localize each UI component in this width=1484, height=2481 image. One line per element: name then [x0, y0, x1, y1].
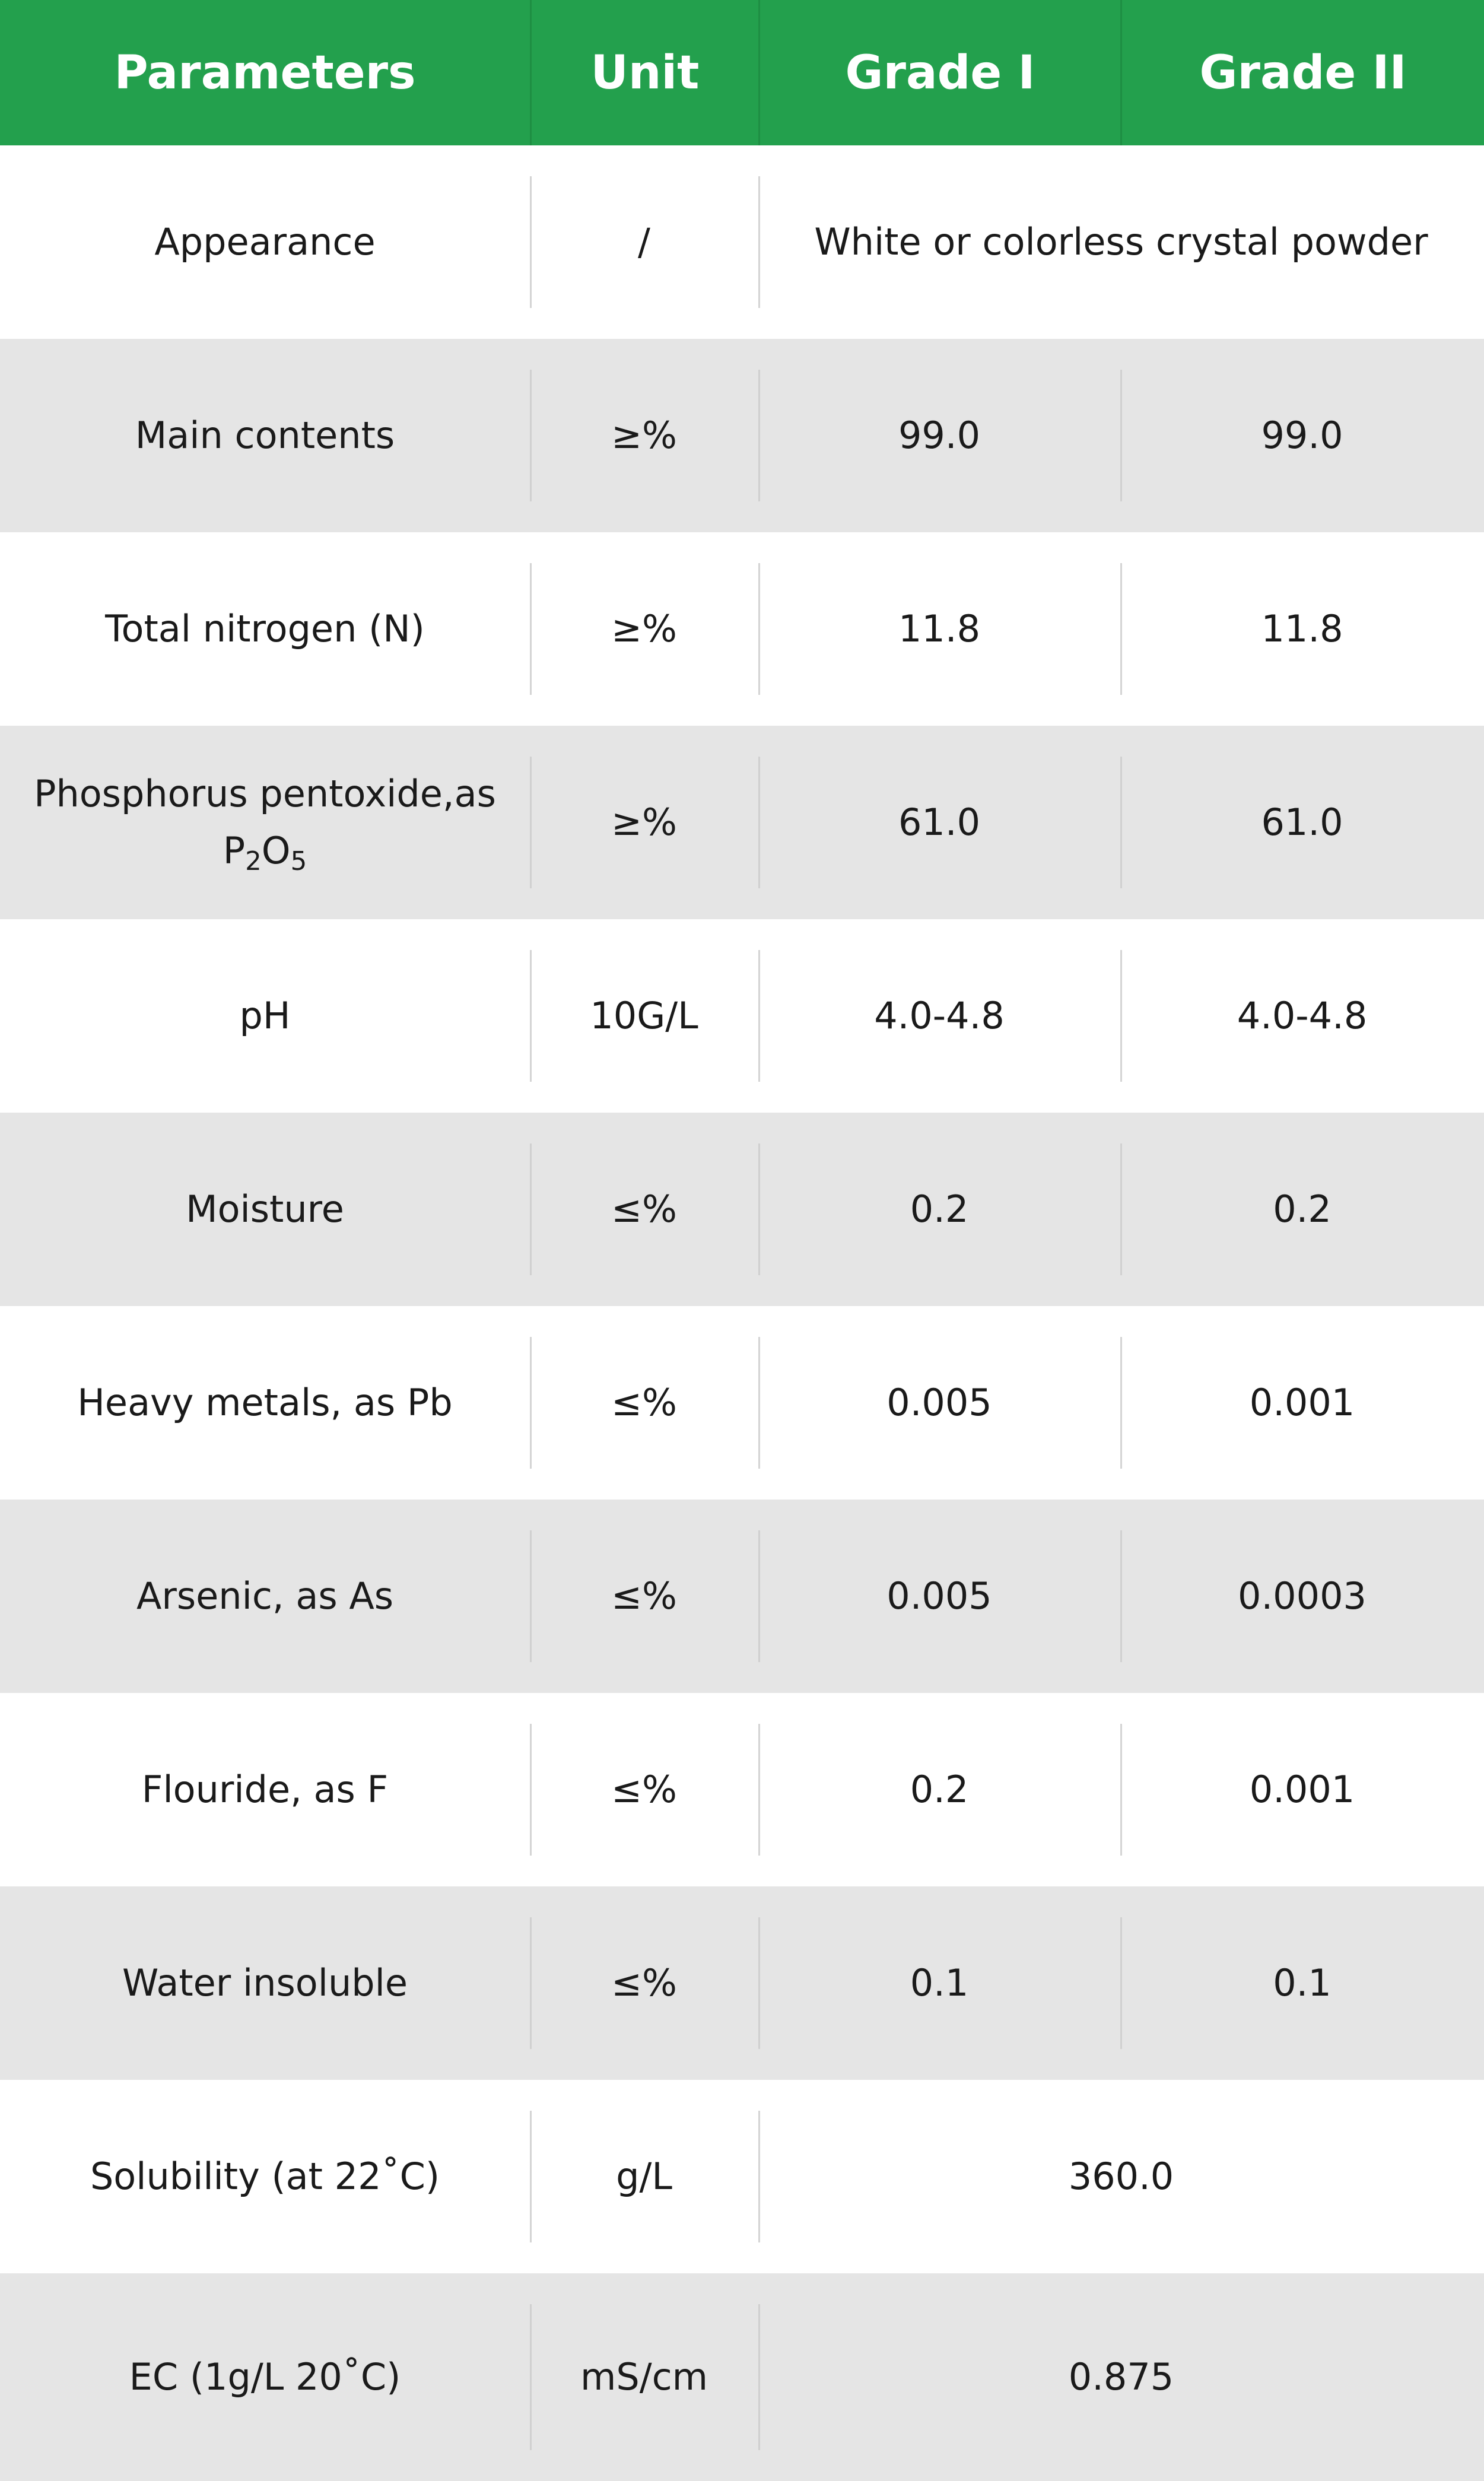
header-grade-2: Grade II: [1120, 0, 1484, 145]
unit-cell: ≤%: [530, 1113, 758, 1306]
table-row: [0, 1306, 1484, 1500]
merged-grade-cell: 360.0: [758, 2080, 1484, 2273]
table-row: [0, 1886, 1484, 2080]
grade-1-cell: 0.2: [758, 1113, 1120, 1306]
table-row: [0, 919, 1484, 1113]
parameter-cell: [0, 339, 530, 532]
merged-grade-cell: 0.875: [758, 2273, 1484, 2481]
unit-cell: mS/cm: [530, 2273, 758, 2481]
parameter-label: Flouride, as F: [141, 1767, 389, 1811]
grade-2-cell: 61.0: [1120, 726, 1484, 919]
parameter-label: Arsenic, as As: [136, 1574, 394, 1618]
parameter-cell: [0, 145, 530, 339]
grade-2-cell: 0.001: [1120, 1306, 1484, 1500]
parameter-label: pH: [239, 993, 291, 1037]
formula-subscript-2: 2: [245, 846, 262, 876]
unit-cell: ≥%: [530, 726, 758, 919]
table-row: [0, 1693, 1484, 1886]
table-row: [0, 2273, 1484, 2481]
table-row: [0, 2080, 1484, 2273]
parameter-cell: [0, 2273, 530, 2481]
unit-cell: ≥%: [530, 532, 758, 726]
table-row: [0, 532, 1484, 726]
grade-1-cell: 0.005: [758, 1306, 1120, 1500]
table-row: [0, 1500, 1484, 1693]
unit-cell: ≤%: [530, 1693, 758, 1886]
grade-2-cell: 0.2: [1120, 1113, 1484, 1306]
parameter-label: Appearance: [154, 220, 376, 263]
parameter-label-line1: Phosphorus pentoxide,as: [34, 771, 496, 815]
grade-2-cell: 0.0003: [1120, 1500, 1484, 1693]
parameter-label: [22, 765, 508, 879]
formula-p: P: [223, 829, 246, 872]
parameter-cell: [0, 2080, 530, 2273]
unit-cell: g/L: [530, 2080, 758, 2273]
unit-cell: ≤%: [530, 1886, 758, 2080]
formula-o: O: [261, 829, 291, 872]
parameter-label: Moisture: [186, 1187, 344, 1231]
parameter-cell: [0, 1306, 530, 1500]
table-row: [0, 339, 1484, 532]
grade-2-cell: 0.001: [1120, 1693, 1484, 1886]
parameter-cell: [0, 1500, 530, 1693]
unit-cell: ≤%: [530, 1306, 758, 1500]
grade-2-cell: 11.8: [1120, 532, 1484, 726]
grade-2-cell: 4.0-4.8: [1120, 919, 1484, 1113]
grade-1-cell: 99.0: [758, 339, 1120, 532]
header-unit: Unit: [530, 0, 758, 145]
unit-cell: /: [530, 145, 758, 339]
parameter-cell: [0, 1113, 530, 1306]
grade-2-cell: 0.1: [1120, 1886, 1484, 2080]
grade-1-cell: 4.0-4.8: [758, 919, 1120, 1113]
parameter-label: Heavy metals, as Pb: [77, 1380, 453, 1424]
parameter-cell: [0, 726, 530, 919]
grade-2-cell: 99.0: [1120, 339, 1484, 532]
parameter-label: Total nitrogen (N): [105, 606, 425, 650]
table-row: [0, 1113, 1484, 1306]
parameter-label: Solubility (at 22˚C): [90, 2154, 440, 2198]
parameter-cell: [0, 532, 530, 726]
grade-1-cell: 11.8: [758, 532, 1120, 726]
unit-cell: ≤%: [530, 1500, 758, 1693]
merged-grade-cell: White or colorless crystal powder: [758, 145, 1484, 339]
unit-cell: ≥%: [530, 339, 758, 532]
parameter-label: Main contents: [135, 413, 395, 457]
parameter-label: Water insoluble: [122, 1961, 408, 2005]
grade-1-cell: 0.2: [758, 1693, 1120, 1886]
grade-1-cell: 61.0: [758, 726, 1120, 919]
parameter-cell: [0, 1886, 530, 2080]
header-grade-1: Grade I: [758, 0, 1120, 145]
grade-1-cell: 0.005: [758, 1500, 1120, 1693]
parameter-cell: [0, 1693, 530, 1886]
table-header-row: [0, 0, 1484, 145]
header-parameters: Parameters: [114, 46, 416, 100]
grade-1-cell: 0.1: [758, 1886, 1120, 2080]
formula-subscript-5: 5: [290, 846, 307, 876]
table-row: [0, 726, 1484, 919]
parameter-label: EC (1g/L 20˚C): [129, 2355, 401, 2399]
unit-cell: 10G/L: [530, 919, 758, 1113]
table-row: [0, 145, 1484, 339]
parameter-cell: [0, 919, 530, 1113]
